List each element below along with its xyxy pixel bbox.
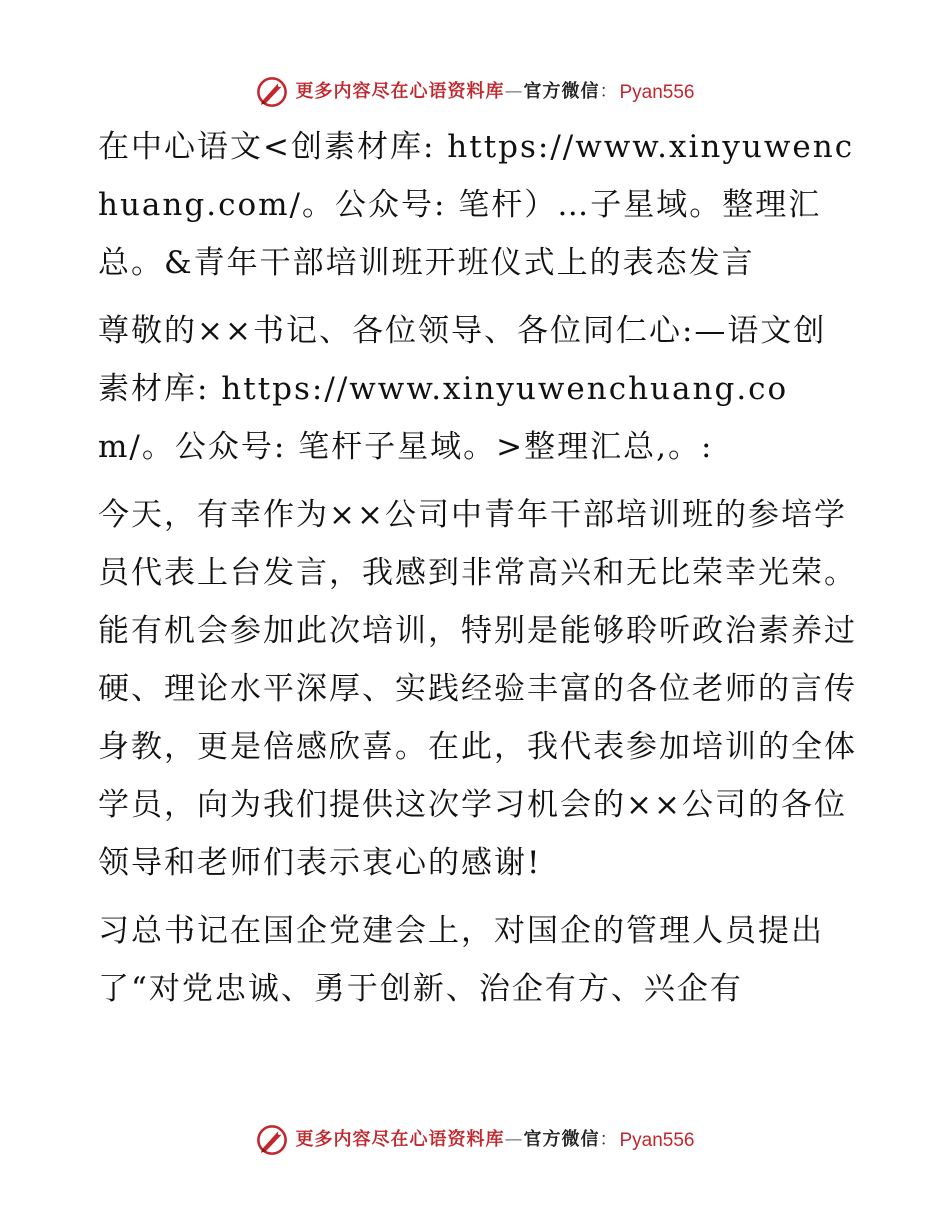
banner-wechat-label: 官方微信 bbox=[523, 81, 600, 102]
banner-wechat-id: Pyan556 bbox=[619, 81, 695, 103]
banner-colon: ： bbox=[599, 1129, 618, 1150]
banner-main-text: 更多内容尽在心语资料库 bbox=[295, 1129, 505, 1150]
header-watermark-banner bbox=[0, 72, 950, 112]
banner-colon: ： bbox=[599, 81, 618, 102]
banner-separator: — bbox=[504, 1129, 524, 1150]
paragraph-body: 今天，有幸作为××公司中青年干部培训班的参培学员代表上台发言，我感到非常高兴和无比荣幸光荣。能有机会参加此次培训，特别是能够聆听政治素养过硬、理论水平深厚、实践经验丰富的各位老师的言传身教，更是倍感欣喜。在此，我代表参加培训的全体学员，向为我们提供这次学习机会的××公司的各位领导和老师们表示衷心的感谢! bbox=[98, 497, 857, 881]
banner-wechat-label: 官方微信 bbox=[523, 1129, 600, 1150]
banner-separator: — bbox=[504, 81, 524, 102]
pen-logo-icon bbox=[255, 75, 289, 109]
pen-logo-icon bbox=[255, 1123, 289, 1157]
banner-wechat-id: Pyan556 bbox=[619, 1129, 695, 1151]
paragraph-salutation: 尊敬的××书记、各位领导、各位同仁心:—语文创素材库: https://www.xinyuwenchuang.com/。公众号: 笔杆子星域。>整理汇总,。: bbox=[98, 313, 827, 465]
banner-main-text: 更多内容尽在心语资料库 bbox=[295, 81, 505, 102]
paragraph-title: 在中心语文<创素材库: https://www.xinyuwenchuang.com/。公众号: 笔杆）…子星域。整理汇总。&青年干部培训班开班仪式上的表态发言 bbox=[98, 129, 855, 281]
document-body bbox=[98, 118, 858, 1028]
footer-watermark-banner bbox=[0, 1120, 950, 1160]
paragraph-body: 习总书记在国企党建会上，对国企的管理人员提出了“对党忠诚、勇于创新、治企有方、兴企有 bbox=[98, 913, 824, 1007]
